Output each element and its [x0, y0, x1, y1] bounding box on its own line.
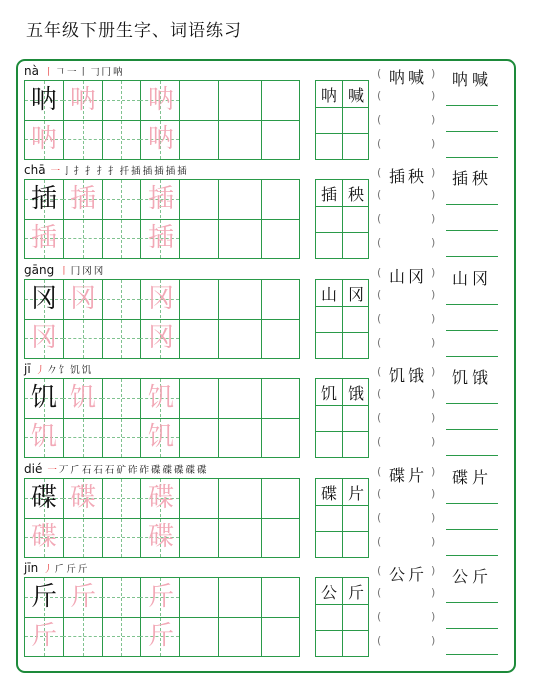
answer-line — [446, 204, 498, 205]
stroke-step: 一 — [47, 465, 57, 476]
stroke-order — [47, 462, 208, 476]
model-character: 插 — [30, 184, 57, 214]
paren-mark: ) — [431, 387, 436, 400]
grid-line — [316, 133, 368, 134]
trace-character: 饥 — [30, 422, 57, 452]
writing-grid[interactable] — [24, 179, 300, 259]
paren-mark: ( — [377, 610, 382, 623]
stroke-step: 插 — [154, 166, 164, 177]
stroke-step: 扌 — [85, 166, 95, 177]
stroke-step: 𠂊 — [47, 365, 57, 376]
paren-mark: ) — [431, 465, 436, 478]
paren-mark: ( — [377, 487, 382, 500]
model-character: 斤 — [30, 582, 57, 612]
paren-mark: ) — [431, 212, 436, 225]
grid-line — [316, 332, 368, 333]
stroke-step: 𠃌 — [90, 67, 100, 78]
stroke-step: 扦 — [119, 166, 130, 177]
grid-line — [25, 219, 299, 220]
answer-word-character: 饥 — [452, 368, 471, 387]
trace-character: 插 — [147, 184, 174, 214]
paren-mark: ) — [431, 411, 436, 424]
word-character: 片 — [347, 484, 364, 503]
answer-line — [446, 429, 498, 430]
word-character: 饥 — [320, 384, 337, 403]
writing-grid[interactable] — [24, 577, 300, 657]
paren-mark: ( — [377, 435, 382, 448]
stroke-step: 丆 — [58, 465, 69, 476]
paren-word-character: 山 — [389, 267, 408, 286]
paren-mark: ) — [431, 166, 436, 179]
grid-line — [316, 306, 368, 307]
writing-grid[interactable] — [24, 279, 300, 359]
answer-line — [446, 503, 498, 504]
answer-line — [446, 256, 498, 257]
answer-word-character: 插 — [452, 169, 471, 188]
stroke-step: 扌 — [73, 166, 84, 177]
model-character: 饥 — [30, 383, 57, 413]
paren-word-character: 插 — [389, 167, 408, 186]
paren-mark: ( — [377, 535, 382, 548]
answer-line — [446, 602, 498, 603]
answer-line — [446, 555, 498, 556]
paren-mark: ) — [431, 89, 436, 102]
grid-line — [25, 319, 299, 320]
paren-mark: ) — [431, 288, 436, 301]
paren-word-character: 片 — [408, 466, 427, 485]
stroke-step: 石 — [93, 465, 103, 476]
writing-grid[interactable] — [24, 378, 300, 458]
paren-mark: ( — [377, 67, 382, 80]
answer-line — [446, 356, 498, 357]
stroke-step: 冈 — [93, 266, 104, 277]
trace-character: 斤 — [69, 582, 96, 612]
answer-line — [446, 330, 498, 331]
stroke-step: 一 — [67, 67, 77, 78]
trace-character: 碟 — [147, 483, 174, 513]
stroke-step: 亅 — [62, 166, 72, 177]
grid-line — [316, 232, 368, 233]
paren-mark: ) — [431, 188, 436, 201]
pinyin-label: nà — [24, 64, 39, 78]
paren-mark: ( — [377, 336, 382, 349]
paren-mark: ( — [377, 137, 382, 150]
paren-word-character: 斤 — [408, 565, 427, 584]
grid-line — [316, 405, 368, 406]
trace-character: 碟 — [69, 483, 96, 513]
stroke-step: 砟 — [127, 465, 138, 476]
paren-mark: ( — [377, 89, 382, 102]
trace-character: 插 — [69, 184, 96, 214]
stroke-step: 碟 — [174, 465, 184, 476]
pinyin-label: dié — [24, 462, 43, 476]
stroke-order — [59, 263, 105, 277]
model-character: 冈 — [30, 284, 57, 314]
word-grid[interactable] — [315, 378, 369, 458]
paren-word-character: 呐 — [389, 68, 408, 87]
stroke-step: 插 — [177, 166, 187, 177]
paren-word-character: 饿 — [408, 366, 427, 385]
paren-mark: ) — [431, 236, 436, 249]
grid-line — [25, 617, 299, 618]
word-grid[interactable] — [315, 80, 369, 160]
stroke-step: 丿 — [35, 365, 46, 376]
stroke-step: 扌 — [108, 166, 118, 177]
stroke-step: 丨 — [43, 67, 54, 78]
practice-row — [0, 262, 544, 362]
paren-mark: ( — [377, 387, 382, 400]
paren-mark: ( — [377, 312, 382, 325]
stroke-step: 石 — [81, 465, 92, 476]
paren-word-character: 碟 — [389, 466, 408, 485]
answer-line — [446, 105, 498, 106]
paren-mark: ) — [431, 610, 436, 623]
stroke-step: 碟 — [150, 465, 161, 476]
practice-row — [0, 63, 544, 163]
answer-word-character: 冈 — [472, 269, 491, 288]
paren-mark: ) — [431, 435, 436, 448]
stroke-step: 斤 — [77, 564, 88, 575]
pinyin-label: jī — [24, 362, 31, 376]
paren-mark: ( — [377, 266, 382, 279]
answer-line — [446, 157, 498, 158]
guide-line — [121, 379, 122, 457]
answer-word-character: 公 — [452, 567, 471, 586]
paren-mark: ) — [431, 487, 436, 500]
paren-word-character: 秧 — [408, 167, 427, 186]
trace-character: 冈 — [147, 284, 174, 314]
stroke-step: 石 — [104, 465, 115, 476]
trace-character: 饥 — [69, 383, 96, 413]
stroke-step: 插 — [165, 166, 176, 177]
trace-character: 呐 — [69, 85, 96, 115]
paren-word-character: 饥 — [389, 366, 408, 385]
grid-line — [316, 206, 368, 207]
paren-mark: ) — [431, 564, 436, 577]
word-character: 山 — [320, 285, 337, 304]
stroke-step: 饥 — [70, 365, 80, 376]
word-character: 饿 — [347, 384, 364, 403]
grid-line — [316, 604, 368, 605]
pinyin-label: chā — [24, 163, 46, 177]
paren-mark: ) — [431, 336, 436, 349]
stroke-step: 一 — [50, 166, 61, 177]
word-character: 秧 — [347, 185, 364, 204]
stroke-step: 冂 — [70, 266, 81, 277]
stroke-step: 𠂆 — [70, 465, 80, 476]
trace-character: 斤 — [147, 582, 174, 612]
trace-character: 碟 — [30, 522, 57, 552]
trace-character: 饥 — [147, 383, 174, 413]
row-header — [24, 162, 189, 178]
grid-line — [25, 518, 299, 519]
paren-mark: ) — [431, 67, 436, 80]
stroke-step: 碟 — [185, 465, 196, 476]
trace-character: 饥 — [147, 422, 174, 452]
answer-word-character: 喊 — [472, 70, 491, 89]
trace-character: 冈 — [69, 284, 96, 314]
word-character: 公 — [320, 583, 337, 602]
grid-line — [316, 531, 368, 532]
model-character: 呐 — [30, 85, 57, 115]
word-character: 呐 — [320, 86, 337, 105]
practice-row — [0, 461, 544, 561]
paren-mark: ( — [377, 166, 382, 179]
practice-row — [0, 361, 544, 461]
answer-line — [446, 654, 498, 655]
stroke-step: 饥 — [81, 365, 92, 376]
paren-mark: ( — [377, 465, 382, 478]
paren-mark: ( — [377, 634, 382, 647]
stroke-step: 丨 — [59, 266, 69, 277]
pinyin-label: gāng — [24, 263, 55, 277]
pinyin-label: jīn — [24, 561, 39, 575]
stroke-step: 扌 — [96, 166, 107, 177]
trace-character: 斤 — [147, 621, 174, 651]
trace-character: 呐 — [30, 124, 57, 154]
paren-word-character: 冈 — [408, 267, 427, 286]
row-header — [24, 361, 93, 377]
paren-mark: ) — [431, 137, 436, 150]
grid-line — [316, 505, 368, 506]
answer-word-character: 秧 — [472, 169, 491, 188]
paren-mark: ) — [431, 113, 436, 126]
stroke-order — [51, 163, 189, 177]
stroke-step: 矿 — [116, 465, 126, 476]
answer-word-character: 呐 — [452, 70, 471, 89]
stroke-step: 插 — [131, 166, 141, 177]
answer-word-character: 饿 — [472, 368, 491, 387]
stroke-step: 冈 — [82, 266, 92, 277]
trace-character: 呐 — [147, 124, 174, 154]
row-header — [24, 560, 89, 576]
stroke-step: 插 — [142, 166, 153, 177]
paren-mark: ) — [431, 586, 436, 599]
paren-mark: ( — [377, 586, 382, 599]
trace-character: 冈 — [147, 323, 174, 353]
trace-character: 插 — [30, 223, 57, 253]
paren-mark: ( — [377, 288, 382, 301]
word-grid[interactable] — [315, 179, 369, 259]
paren-mark: ) — [431, 511, 436, 524]
paren-mark: ( — [377, 411, 382, 424]
stroke-step: 丿 — [43, 564, 53, 575]
guide-line — [121, 280, 122, 358]
word-character: 喊 — [347, 86, 364, 105]
grid-line — [316, 431, 368, 432]
paren-mark: ) — [431, 365, 436, 378]
trace-character: 冈 — [30, 323, 57, 353]
paren-mark: ) — [431, 312, 436, 325]
stroke-step: 呐 — [113, 67, 123, 78]
guide-line — [121, 578, 122, 656]
paren-mark: ) — [431, 634, 436, 647]
stroke-step: 𠂆 — [54, 564, 65, 575]
practice-row — [0, 560, 544, 660]
answer-word-character: 碟 — [452, 468, 471, 487]
word-character: 冈 — [347, 285, 364, 304]
stroke-step: 𠃍 — [55, 67, 65, 78]
paren-mark: ( — [377, 564, 382, 577]
word-character: 插 — [320, 185, 337, 204]
stroke-step: 碟 — [197, 465, 207, 476]
writing-grid[interactable] — [24, 478, 300, 558]
model-character: 碟 — [30, 483, 57, 513]
paren-mark: ( — [377, 212, 382, 225]
trace-character: 斤 — [30, 621, 57, 651]
grid-line — [25, 418, 299, 419]
stroke-step: 饣 — [58, 365, 69, 376]
word-character: 斤 — [347, 583, 364, 602]
grid-line — [25, 120, 299, 121]
paren-mark: ( — [377, 511, 382, 524]
grid-line — [316, 107, 368, 108]
answer-line — [446, 628, 498, 629]
paren-mark: ( — [377, 365, 382, 378]
answer-word-character: 山 — [452, 269, 471, 288]
trace-character: 碟 — [147, 522, 174, 552]
stroke-step: 碟 — [162, 465, 173, 476]
stroke-order — [36, 362, 94, 376]
stroke-step: 斤 — [66, 564, 76, 575]
stroke-order — [44, 64, 125, 78]
word-grid[interactable] — [315, 577, 369, 657]
word-grid[interactable] — [315, 478, 369, 558]
stroke-order — [43, 561, 89, 575]
paren-word-character: 公 — [389, 565, 408, 584]
answer-line — [446, 529, 498, 530]
trace-character: 插 — [147, 223, 174, 253]
answer-line — [446, 230, 498, 231]
paren-mark: ( — [377, 188, 382, 201]
grid-line — [316, 630, 368, 631]
answer-line — [446, 131, 498, 132]
paren-mark: ) — [431, 266, 436, 279]
guide-line — [121, 81, 122, 159]
paren-word-character: 喊 — [408, 68, 427, 87]
answer-word-character: 斤 — [472, 567, 491, 586]
stroke-step: 砟 — [139, 465, 149, 476]
guide-line — [121, 479, 122, 557]
paren-mark: ) — [431, 535, 436, 548]
answer-line — [446, 304, 498, 305]
answer-word-character: 片 — [472, 468, 491, 487]
stroke-step: 冂 — [101, 67, 112, 78]
row-header — [24, 262, 105, 278]
writing-grid[interactable] — [24, 80, 300, 160]
answer-line — [446, 455, 498, 456]
guide-line — [121, 180, 122, 258]
row-header — [24, 63, 125, 79]
stroke-step: 丨 — [78, 67, 89, 78]
trace-character: 呐 — [147, 85, 174, 115]
paren-mark: ( — [377, 236, 382, 249]
word-grid[interactable] — [315, 279, 369, 359]
page-title: 五年级下册生字、词语练习 — [26, 21, 242, 41]
practice-row — [0, 162, 544, 262]
paren-mark: ( — [377, 113, 382, 126]
word-character: 碟 — [320, 484, 337, 503]
answer-line — [446, 403, 498, 404]
row-header — [24, 461, 209, 477]
